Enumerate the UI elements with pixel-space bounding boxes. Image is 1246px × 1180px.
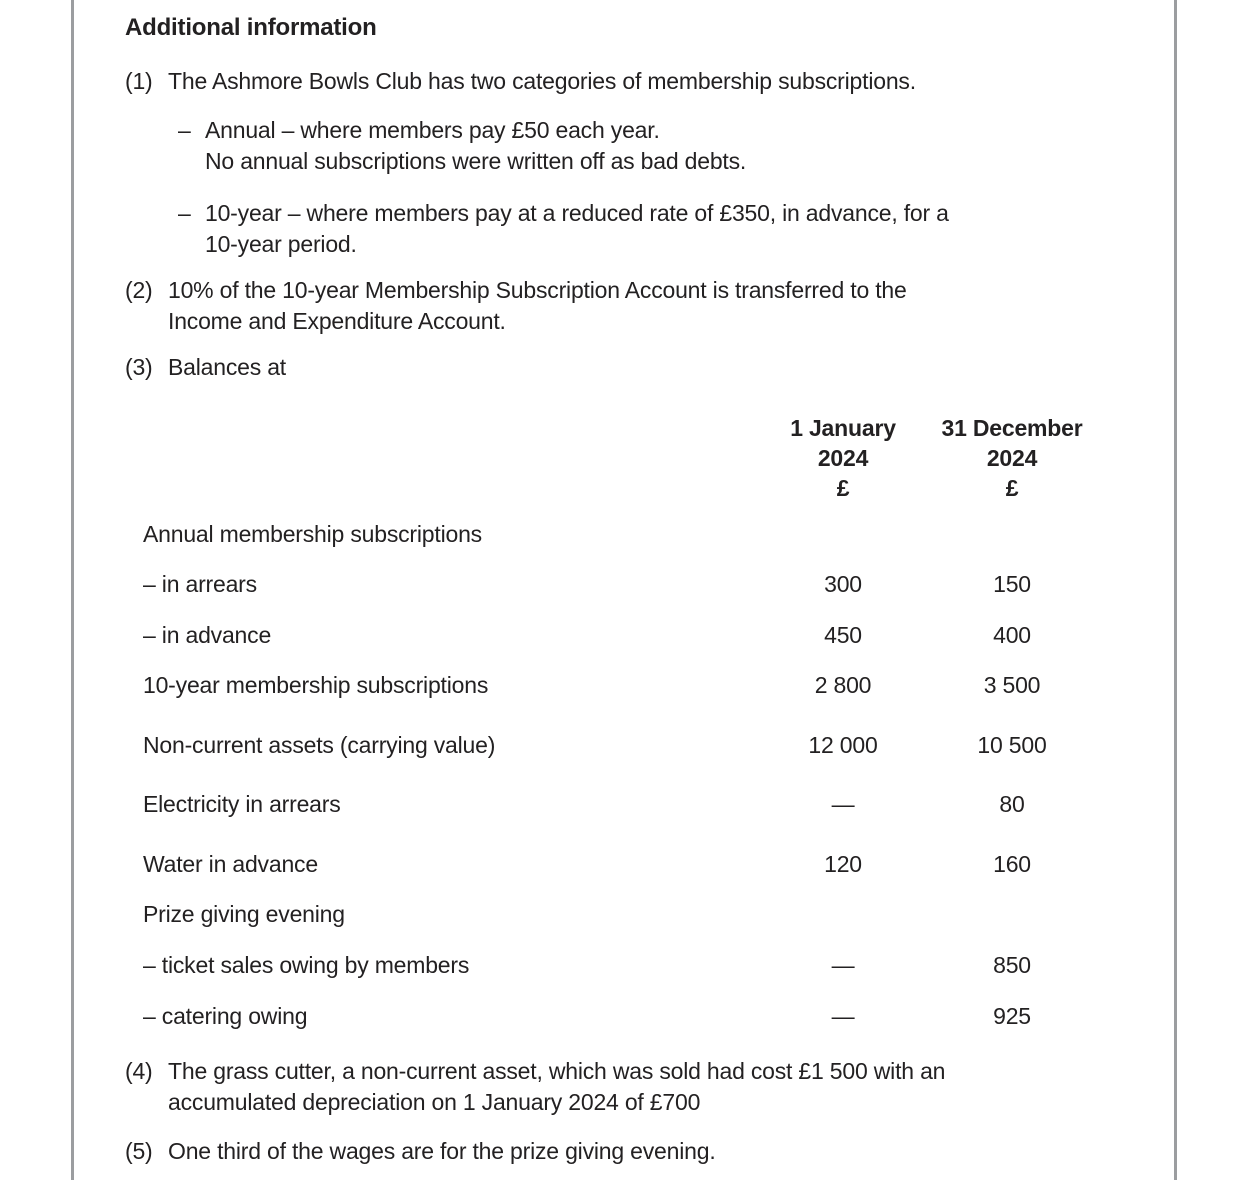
row-value-dec: 150 [993, 571, 1031, 597]
bullet-ten-year-line-2: 10-year period. [205, 231, 357, 257]
bullet-annual-line-1: Annual – where members pay £50 each year. [205, 117, 660, 143]
row-label: Non-current assets (carrying value) [143, 732, 496, 758]
row-value-jan: 2 800 [814, 672, 872, 698]
table-row-ten-year-membership-subscriptions [143, 670, 1183, 701]
note-5-text: One third of the wages are for the prize giving evening. [168, 1138, 716, 1164]
table-row-non-current-assets [143, 730, 1183, 761]
note-4 [125, 1056, 945, 1118]
note-2-line-1: 10% of the 10-year Membership Subscription Account is transferred to the [168, 277, 907, 303]
column-header-date: 31 December [941, 415, 1083, 441]
row-label: Prize giving evening [143, 901, 345, 927]
note-4-line-2: accumulated depreciation on 1 January 2024 of £700 [168, 1089, 701, 1115]
section-heading: Additional information [125, 14, 377, 41]
row-label: Water in advance [143, 851, 318, 877]
row-value-jan: — [831, 791, 855, 817]
row-value-dec: 400 [993, 622, 1031, 648]
bullet-dash: – [178, 200, 191, 226]
row-label: 10-year membership subscriptions [143, 672, 489, 698]
note-1-text: The Ashmore Bowls Club has two categories of membership subscriptions. [168, 68, 916, 94]
note-1-number: (1) [125, 68, 153, 94]
row-label: Electricity in arrears [143, 791, 341, 817]
column-header-31-december-2024 [912, 413, 1112, 503]
note-3-number: (3) [125, 354, 153, 380]
note-3-text: Balances at [168, 354, 286, 380]
row-value-jan: — [831, 952, 855, 978]
row-label: Annual membership subscriptions [143, 521, 482, 547]
row-label: – catering owing [143, 1003, 308, 1029]
bullet-annual-line-2: No annual subscriptions were written off as bad debts. [205, 148, 747, 174]
table-row-prize-giving-evening [143, 899, 1183, 930]
row-value-jan: 120 [824, 851, 862, 877]
row-value-dec: 850 [993, 952, 1031, 978]
table-row-electricity-in-arrears [143, 789, 1183, 820]
note-3 [125, 352, 286, 383]
table-row-in-arrears [143, 569, 1183, 600]
table-row-catering-owing [143, 1001, 1183, 1032]
row-value-jan: 450 [824, 622, 862, 648]
row-label: – in advance [143, 622, 272, 648]
note-2-line-2: Income and Expenditure Account. [168, 308, 506, 334]
row-value-jan: 12 000 [808, 732, 878, 758]
row-value-jan: — [831, 1003, 855, 1029]
note-1-bullet-annual [178, 115, 746, 177]
bullet-dash: – [178, 117, 191, 143]
note-2-number: (2) [125, 277, 153, 303]
note-2 [125, 275, 907, 337]
note-1 [125, 66, 916, 97]
table-row-in-advance [143, 620, 1183, 651]
note-5-number: (5) [125, 1138, 153, 1164]
column-header-date: 1 January [790, 415, 896, 441]
column-header-currency: £ [836, 475, 850, 501]
column-header-year: 2024 [817, 445, 869, 471]
note-1-bullet-ten-year [178, 198, 949, 260]
row-value-dec: 925 [993, 1003, 1031, 1029]
column-header-currency: £ [1005, 475, 1019, 501]
row-value-dec: 80 [999, 791, 1025, 817]
row-value-dec: 10 500 [977, 732, 1047, 758]
bullet-ten-year-line-1: 10-year – where members pay at a reduced rate of £350, in advance, for a [205, 200, 949, 226]
row-value-dec: 3 500 [983, 672, 1041, 698]
row-value-jan: 300 [824, 571, 862, 597]
row-value-dec: 160 [993, 851, 1031, 877]
table-row-annual-membership-subscriptions [143, 519, 1183, 550]
note-4-number: (4) [125, 1058, 153, 1084]
note-5 [125, 1136, 716, 1167]
row-label: – ticket sales owing by members [143, 952, 470, 978]
column-header-year: 2024 [986, 445, 1038, 471]
row-label: – in arrears [143, 571, 257, 597]
left-margin-rule [71, 0, 74, 1180]
table-row-ticket-sales-owing [143, 950, 1183, 981]
table-row-water-in-advance [143, 849, 1183, 880]
note-4-line-1: The grass cutter, a non-current asset, which was sold had cost £1 500 with an [168, 1058, 946, 1084]
